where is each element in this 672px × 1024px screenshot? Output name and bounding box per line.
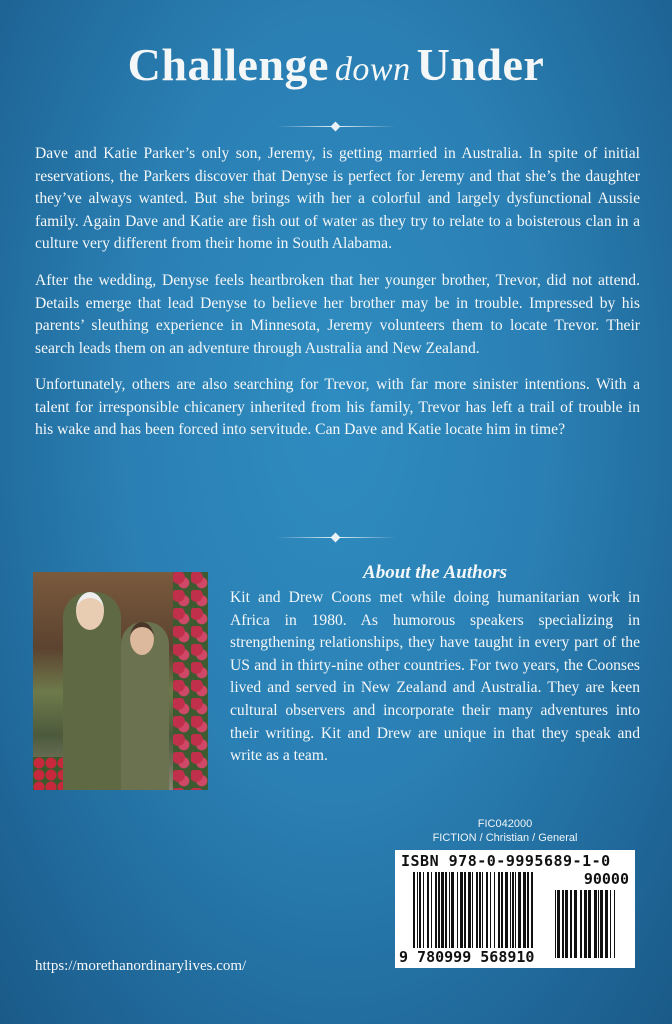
- title-word-down: down: [334, 51, 411, 88]
- website-link[interactable]: https://morethanordinarylives.com/: [35, 958, 247, 974]
- about-authors-heading: About the Authors: [363, 562, 507, 583]
- book-title: [0, 38, 672, 91]
- title-word: Under: [416, 39, 545, 90]
- authors-bio: Kit and Drew Coons met while doing humanitarian work in Africa in 1980. As humorous speakers specializing in strengthening relationships, they have taught in every part of the US and in thirty-nine other countries. For two years, the Coonses lived and served in New Zealand and Australia. They are keen cultural observers and incorporate their many adventures into their writing. Kit and Drew are unique in that they speak and write as a team.: [230, 589, 640, 765]
- bisac-code: FIC042000: [477, 818, 533, 830]
- barcode-bars: [413, 872, 551, 948]
- barcode-bar: [615, 890, 618, 958]
- ornament-divider: [276, 533, 396, 543]
- blurb-paragraph-1: Dave and Katie Parker’s only son, Jeremy, is getting married in Australia. In spite of initial reservations, the Parkers discover that Denyse is perfect for Jeremy and that she’s the daughter they’ve always wanted. But she brings with her a colorful and largely dysfunctional Aussie family. Again Dave and Katie are fish out of water as they try to relate to a boisterous clan in a culture very different from their home in South Alabama.: [35, 145, 640, 253]
- ean-number: 9 780999 568910: [399, 948, 535, 966]
- blurb-paragraph-3: Unfortunately, others are also searching for Trevor, with far more sinister intentions. With a talent for irresponsible chicanery inherited from his family, Trevor has left a trail of trouble in his wake and has been forced into servitude. Can Dave and Katie locate him in time?: [35, 376, 640, 439]
- isbn-barcode: [395, 850, 635, 968]
- blurb-paragraph-2: After the wedding, Denyse feels heartbroken that her younger brother, Trevor, did not attend. Details emerge that lead Denyse to believe her brother may be in trouble. Impressed by his parents’ sleuthing experience in Minnesota, Jeremy volunteers them to locate Trevor. Their search leads them on an adventure through Australia and New Zealand.: [35, 272, 640, 357]
- authors-photo: [33, 572, 208, 790]
- bisac-category: FICTION / Christian / General: [432, 832, 578, 844]
- ornament-divider: [276, 122, 396, 132]
- price-addon: 90000: [583, 870, 629, 888]
- addon-bars: [555, 890, 627, 958]
- isbn-label: ISBN 978-0-9995689-1-0: [401, 852, 611, 870]
- title-word: Challenge: [127, 39, 329, 90]
- barcode-bar: [533, 872, 536, 948]
